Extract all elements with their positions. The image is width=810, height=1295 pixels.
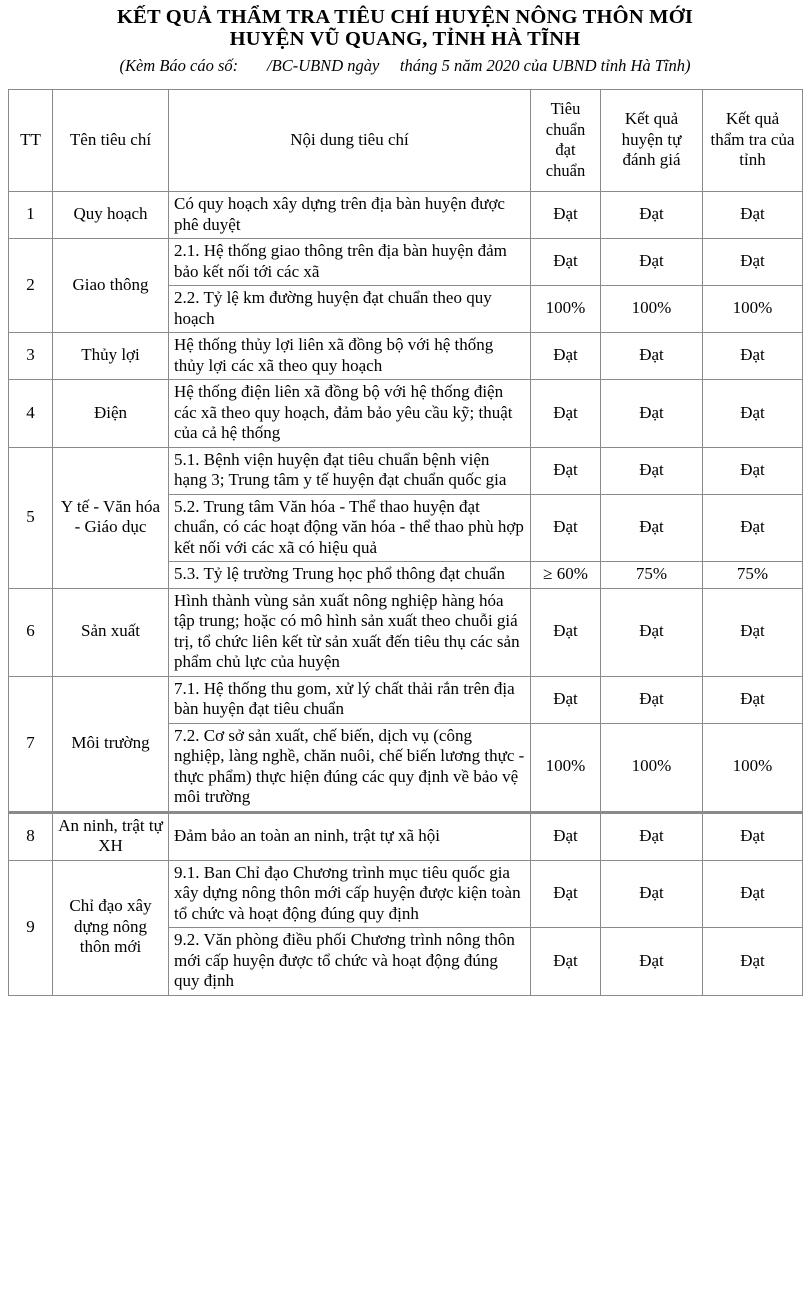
cell-tt: 5 xyxy=(9,447,53,588)
cell-self-evaluation: Đạt xyxy=(601,380,703,448)
column-header-tt: TT xyxy=(9,90,53,192)
cell-self-evaluation: Đạt xyxy=(601,333,703,380)
cell-criterion-content: Có quy hoạch xây dựng trên địa bàn huyện được phê duyệt xyxy=(169,192,531,239)
cell-standard: Đạt xyxy=(531,812,601,860)
cell-standard: Đạt xyxy=(531,928,601,996)
cell-criterion-name: Điện xyxy=(53,380,169,448)
table-header-row xyxy=(9,90,803,192)
cell-criterion-content: 5.3. Tỷ lệ trường Trung học phổ thông đạt chuẩn xyxy=(169,562,531,589)
cell-self-evaluation: Đạt xyxy=(601,812,703,860)
cell-standard: Đạt xyxy=(531,676,601,723)
cell-self-evaluation: 100% xyxy=(601,286,703,333)
cell-province-review: Đạt xyxy=(703,676,803,723)
column-header-self-evaluation: Kết quả huyện tự đánh giá xyxy=(601,90,703,192)
column-header-criterion-name: Tên tiêu chí xyxy=(53,90,169,192)
cell-province-review: Đạt xyxy=(703,928,803,996)
cell-criterion-content: 9.1. Ban Chỉ đạo Chương trình mục tiêu quốc gia xây dựng nông thôn mới cấp huyện được kiện toàn tổ chức và hoạt động đúng quy định xyxy=(169,860,531,928)
cell-criterion-name: Sản xuất xyxy=(53,588,169,676)
table-row xyxy=(9,333,803,380)
table-body xyxy=(9,192,803,996)
cell-standard: Đạt xyxy=(531,447,601,494)
table-row xyxy=(9,239,803,286)
cell-province-review: Đạt xyxy=(703,860,803,928)
cell-criterion-name: Thủy lợi xyxy=(53,333,169,380)
cell-criterion-content: 5.2. Trung tâm Văn hóa - Thể thao huyện đạt chuẩn, có các hoạt động văn hóa - thể thao phù hợp kết nối với các xã có hiệu quả xyxy=(169,494,531,562)
cell-self-evaluation: Đạt xyxy=(601,494,703,562)
cell-province-review: Đạt xyxy=(703,239,803,286)
cell-standard: ≥ 60% xyxy=(531,562,601,589)
cell-criterion-content: 7.1. Hệ thống thu gom, xử lý chất thải rắn trên địa bàn huyện đạt tiêu chuẩn xyxy=(169,676,531,723)
column-header-standard: Tiêu chuẩn đạt chuẩn xyxy=(531,90,601,192)
cell-standard: Đạt xyxy=(531,494,601,562)
cell-tt: 6 xyxy=(9,588,53,676)
table-row xyxy=(9,588,803,676)
cell-province-review: Đạt xyxy=(703,192,803,239)
cell-province-review: 100% xyxy=(703,286,803,333)
cell-criterion-content: Đảm bảo an toàn an ninh, trật tự xã hội xyxy=(169,812,531,860)
cell-tt: 2 xyxy=(9,239,53,333)
cell-self-evaluation: Đạt xyxy=(601,447,703,494)
cell-province-review: Đạt xyxy=(703,812,803,860)
cell-tt: 3 xyxy=(9,333,53,380)
column-header-province-review: Kết quả thẩm tra của tỉnh xyxy=(703,90,803,192)
table-row xyxy=(9,676,803,723)
cell-standard: Đạt xyxy=(531,588,601,676)
cell-self-evaluation: 100% xyxy=(601,723,703,812)
cell-standard: 100% xyxy=(531,286,601,333)
cell-criterion-content: Hệ thống điện liên xã đồng bộ với hệ thống điện các xã theo quy hoạch, đảm bảo yêu cầu kỹ; thuật của cả hệ thống xyxy=(169,380,531,448)
page-title-line-2: HUYỆN VŨ QUANG, TỈNH HÀ TĨNH xyxy=(229,28,581,50)
cell-criterion-name: Giao thông xyxy=(53,239,169,333)
cell-standard: Đạt xyxy=(531,192,601,239)
cell-province-review: Đạt xyxy=(703,447,803,494)
table-row xyxy=(9,192,803,239)
cell-standard: Đạt xyxy=(531,860,601,928)
cell-criterion-content: 5.1. Bệnh viện huyện đạt tiêu chuẩn bệnh viện hạng 3; Trung tâm y tế huyện đạt chuẩn quốc gia xyxy=(169,447,531,494)
cell-self-evaluation: Đạt xyxy=(601,676,703,723)
table-row xyxy=(9,447,803,494)
table-row xyxy=(9,380,803,448)
cell-standard: Đạt xyxy=(531,239,601,286)
cell-criterion-name: Y tế - Văn hóa - Giáo dục xyxy=(53,447,169,588)
cell-province-review: 75% xyxy=(703,562,803,589)
cell-standard: Đạt xyxy=(531,333,601,380)
cell-self-evaluation: Đạt xyxy=(601,192,703,239)
cell-self-evaluation: 75% xyxy=(601,562,703,589)
cell-tt: 4 xyxy=(9,380,53,448)
page-title-line-1: KẾT QUẢ THẨM TRA TIÊU CHÍ HUYỆN NÔNG THÔN MỚI xyxy=(116,6,694,28)
cell-province-review: 100% xyxy=(703,723,803,812)
cell-self-evaluation: Đạt xyxy=(601,588,703,676)
cell-province-review: Đạt xyxy=(703,494,803,562)
cell-criterion-content: 7.2. Cơ sở sản xuất, chế biến, dịch vụ (công nghiệp, làng nghề, chăn nuôi, chế biến lương thực - thực phẩm) thực hiện đúng các quy định về bảo vệ môi trường xyxy=(169,723,531,812)
column-header-criterion-content: Nội dung tiêu chí xyxy=(169,90,531,192)
cell-criterion-content: Hình thành vùng sản xuất nông nghiệp hàng hóa tập trung; hoặc có mô hình sản xuất theo chuỗi giá trị, tổ chức liên kết từ sản xuất đến tiêu thụ các sản phẩm chủ lực của huyện xyxy=(169,588,531,676)
table-row xyxy=(9,812,803,860)
cell-criterion-content: 2.2. Tỷ lệ km đường huyện đạt chuẩn theo quy hoạch xyxy=(169,286,531,333)
criteria-table xyxy=(8,89,803,996)
cell-tt: 8 xyxy=(9,812,53,860)
document-reference-subtitle: (Kèm Báo cáo số: /BC-UBND ngày tháng 5 năm 2020 của UBND tỉnh Hà Tĩnh) xyxy=(119,56,691,75)
cell-province-review: Đạt xyxy=(703,588,803,676)
cell-self-evaluation: Đạt xyxy=(601,928,703,996)
cell-criterion-name: Môi trường xyxy=(53,676,169,812)
table-row xyxy=(9,860,803,928)
cell-province-review: Đạt xyxy=(703,380,803,448)
cell-self-evaluation: Đạt xyxy=(601,860,703,928)
table-header xyxy=(9,90,803,192)
cell-criterion-name: Chỉ đạo xây dựng nông thôn mới xyxy=(53,860,169,995)
title-block xyxy=(0,0,810,76)
cell-criterion-name: An ninh, trật tự XH xyxy=(53,812,169,860)
cell-criterion-content: 9.2. Văn phòng điều phối Chương trình nông thôn mới cấp huyện được tổ chức và hoạt động đúng quy định xyxy=(169,928,531,996)
cell-tt: 7 xyxy=(9,676,53,812)
cell-standard: 100% xyxy=(531,723,601,812)
cell-criterion-content: Hệ thống thủy lợi liên xã đồng bộ với hệ thống thủy lợi các xã theo quy hoạch xyxy=(169,333,531,380)
cell-criterion-content: 2.1. Hệ thống giao thông trên địa bàn huyện đảm bảo kết nối tới các xã xyxy=(169,239,531,286)
cell-criterion-name: Quy hoạch xyxy=(53,192,169,239)
cell-standard: Đạt xyxy=(531,380,601,448)
cell-tt: 1 xyxy=(9,192,53,239)
cell-self-evaluation: Đạt xyxy=(601,239,703,286)
criteria-table-wrapper xyxy=(8,89,802,996)
cell-province-review: Đạt xyxy=(703,333,803,380)
cell-tt: 9 xyxy=(9,860,53,995)
